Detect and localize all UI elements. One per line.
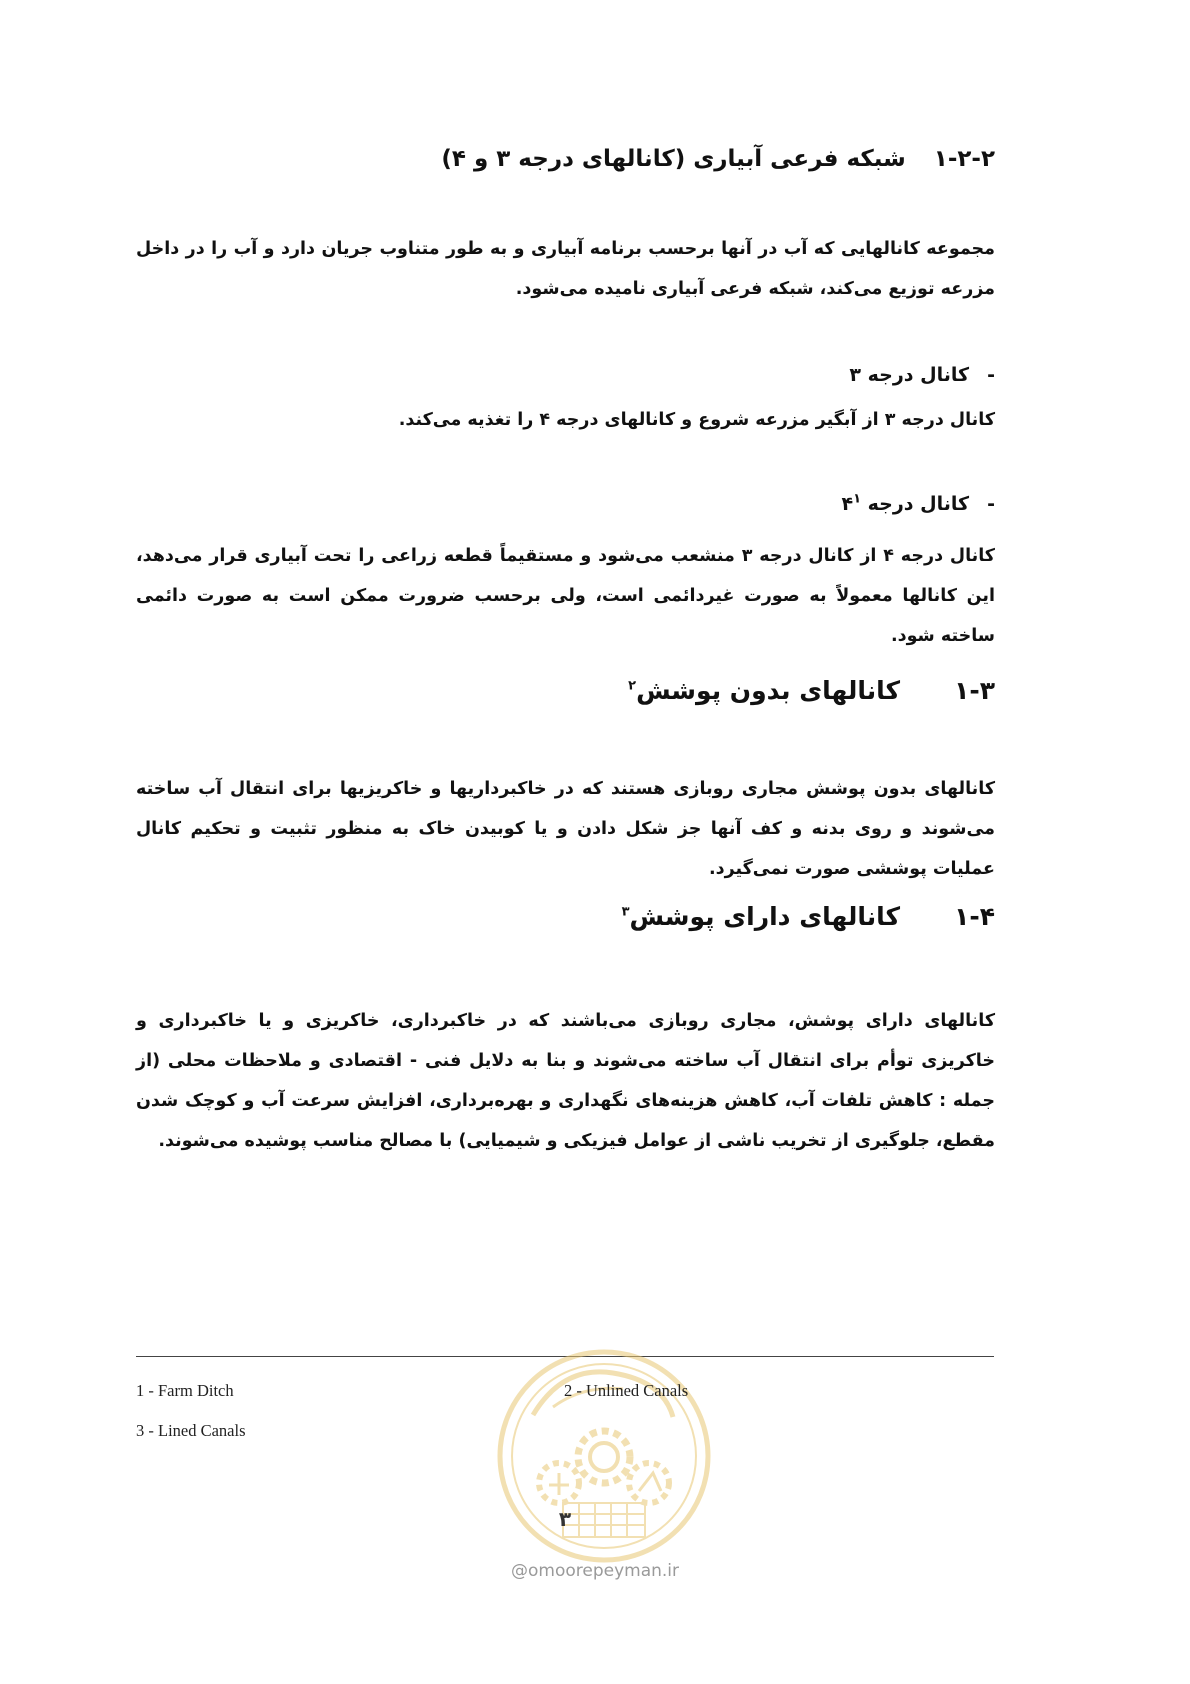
section-title: کانالهای دارای پوشش: [629, 902, 901, 931]
section-title: شبکه فرعی آبیاری (کانالهای درجه ۳ و ۴): [441, 146, 906, 172]
section-number: ۱-۳: [954, 676, 995, 705]
subheading-title: کانال درجه ۴: [841, 493, 970, 515]
subheading-canal-3: [136, 364, 995, 386]
section-number: ۱-۲-۲: [933, 146, 995, 172]
paragraph-canal-4: کانال درجه ۴ از کانال درجه ۳ منشعب می‌شود و مستقیماً قطعه زراعی را تحت آبیاری قرار می‌دهد، این کانالها معمولاً به صورت غیردائمی است، ولی برحسب ضرورت ممکن است به صورت دائمی ساخته شود.: [136, 546, 995, 646]
bullet-dash: -: [987, 364, 995, 386]
footnote-3: 3 - Lined Canals: [136, 1421, 246, 1440]
footnote-1: 1 - Farm Ditch: [136, 1381, 234, 1400]
footnote-ref: ۳: [621, 904, 630, 920]
subheading-canal-4: [136, 493, 995, 515]
bullet-dash: -: [987, 493, 995, 515]
paragraph-unlined-canals: کانالهای بدون پوشش مجاری روبازی هستند که در خاکبرداریها و خاکریزیها برای انتقال آب ساخته می‌شوند و روی بدنه و کف آنها جز شکل دادن و یا کوبیدن خاک به منظور تثبیت و تحکیم کانال عملیات پوششی صورت نمی‌گیرد.: [136, 779, 995, 879]
footnote-ref: ۲: [628, 678, 637, 694]
subheading-title: کانال درجه ۳: [849, 364, 970, 386]
paragraph-sub-network: مجموعه کانالهایی که آب در آنها برحسب برنامه آبیاری و به طور متناوب جریان دارد و آب را در داخل مزرعه توزیع می‌کند، شبکه فرعی آبیاری نامیده می‌شود.: [136, 239, 995, 299]
section-heading-1-2-2: [120, 146, 995, 172]
footnote-ref: ۱: [853, 491, 862, 507]
paragraph-lined-canals: کانالهای دارای پوشش، مجاری روبازی می‌باشند که در خاکبرداری، خاکریزی و یا خاکبرداری و خاکریزی توأم برای انتقال آب ساخته می‌شوند و بنا به دلایل فنی - اقتصادی و ملاحظات محلی (از جمله : کاهش تلفات آب، کاهش هزینه‌های نگهداری و بهره‌برداری، افزایش سرعت آب و کوچک شدن مقطع، جلوگیری از تخریب ناشی از عوامل فیزیکی و شیمیایی) با مصالح مناسب پوشیده می‌شوند.: [136, 1011, 995, 1151]
section-title: کانالهای بدون پوشش: [636, 676, 901, 705]
section-heading-1-3: [120, 676, 995, 705]
page-number: ۳: [558, 1507, 572, 1531]
omoore-peyman-seal-icon: [493, 1345, 715, 1567]
footnote-2: 2 - Unlined Canals: [564, 1381, 689, 1400]
watermark-url: @omoorepeyman.ir: [510, 1561, 680, 1581]
section-heading-1-4: [120, 902, 995, 931]
paragraph-canal-3: کانال درجه ۳ از آبگیر مزرعه شروع و کانالهای درجه ۴ را تغذیه می‌کند.: [398, 410, 995, 430]
section-number: ۱-۴: [954, 902, 995, 931]
